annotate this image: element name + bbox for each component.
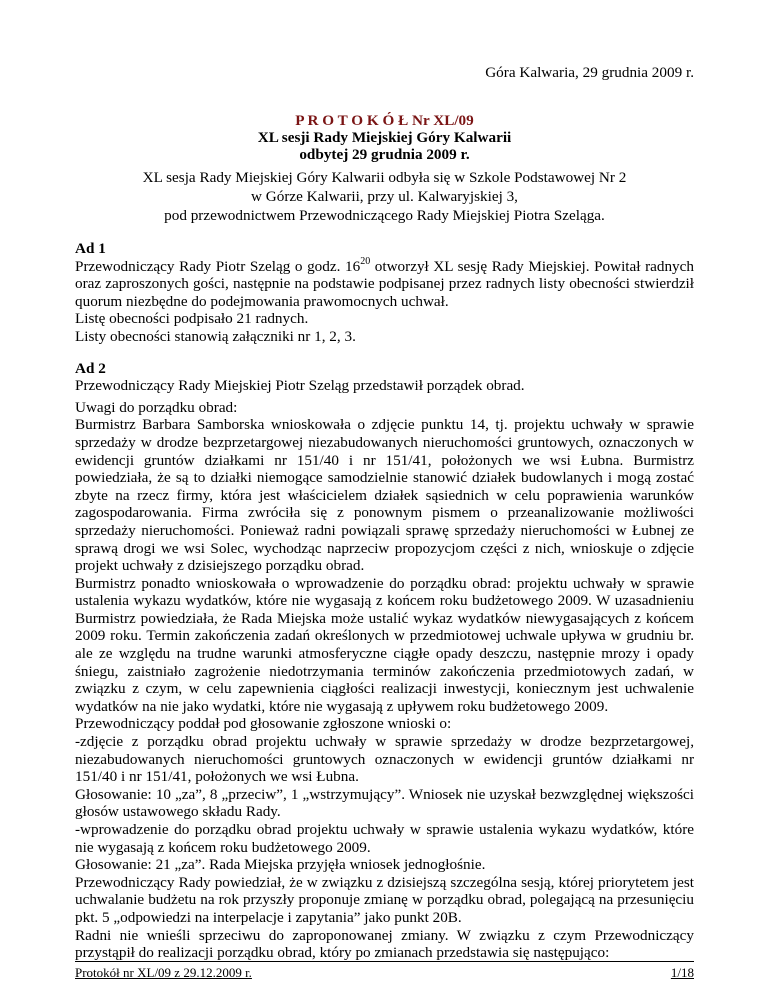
ad1-paragraph-1 (75, 255, 694, 311)
session-title: XL sesji Rady Miejskiej Góry Kalwarii (257, 129, 512, 146)
ad2-paragraph-1: Przewodniczący Rady Miejskiej Piotr Szeląg przedstawił porządek obrad. (75, 377, 525, 395)
ad2-paragraph-6: -zdjęcie z porządku obrad projektu uchwały w sprawie sprzedaży w drodze bezprzetargowej, niezabudowanych nieruchomości gruntowych oznaczonych w ewidencji gruntów działkami nr 151/40 i nr 151/41, położonych we wsi Łubna. (75, 733, 694, 786)
intro-line-3: pod przewodnictwem Przewodniczącego Rady Miejskiej Piotra Szeląga. (164, 207, 605, 224)
footer-page-number: 1/18 (670, 965, 694, 980)
ad1-text-b: otworzył XL sesję Rady Miejskiej. Powitał radnych oraz zaproszonych gości, następnie na podstawie podpisanej przez radnych listy obecności stwierdził quorum niezbędne do podejmowania prawomocnych uchwał. (75, 257, 694, 310)
section-spacer (75, 346, 694, 360)
ad2-paragraph-7: Głosowanie: 10 „za”, 8 „przeciw”, 1 „wstrzymujący”. Wniosek nie uzyskał bezwzględnej większości głosów ustawowego składu Rady. (75, 785, 694, 821)
ad1-heading: Ad 1 (75, 240, 106, 257)
ad2-paragraph-2: Uwagi do porządku obrad: (75, 398, 238, 416)
document-date: Góra Kalwaria, 29 grudnia 2009 r. (485, 64, 694, 81)
intro-block (75, 168, 694, 225)
ad1-time-superscript: 20 (360, 255, 371, 267)
ad1-paragraph-3: Listy obecności stanowią załączniki nr 1, 2, 3. (75, 327, 356, 345)
page-footer (75, 961, 694, 980)
ad2-paragraph-10: Przewodniczący Rady powiedział, że w związku z dzisiejszą szczególna sesją, której priorytetem jest uchwalanie budżetu na rok przyszły proponuje zmianę w porządku obrad, polegającą na przesunięciu pkt. 5 „odpowiedzi na interpelacje i zapytania” jako punkt 20B. (75, 873, 694, 926)
ad2-paragraph-11: Radni nie wnieśli sprzeciwu do zaproponowanej zmiany. W związku z czym Przewodniczący przystąpił do realizacji porządku obrad, który po zmianach przedstawia się następująco: (75, 926, 694, 962)
ad2-paragraph-8: -wprowadzenie do porządku obrad projektu uchwały w sprawie ustalenia wykazu wydatków, które nie wygasają z końcem roku budżetowego 2009. (75, 821, 694, 856)
ad2-paragraph-3: Burmistrz Barbara Samborska wnioskowała o zdjęcie punktu 14, tj. projektu uchwały w sprawie sprzedaży w drodze bezprzetargowej niezabudowanych nieruchomości gruntowych, oznaczonych w ewidencji gruntów działkami nr 151/40 i nr 151/41, położonych we wsi Łubna. Burmistrz powiedziała, że są to działki niemogące samodzielnie stanowić działek budowlanych i mogą zostać zbyte na rzecz firmy, która jest właścicielem działek sąsiednich w celu poprawienia warunków zagospodarowania. Firma zwróciła się z ponownym pismem o przeanalizowanie możliwości sprzedaży nieruchomości. Ponieważ radni powiązali sprawę sprzedaży nieruchomości w Łubnej ze sprawą drogi we wsi Solec, wychodząc naprzeciw propozycjom części z nich, wnioskuje o zdjęcie projekt uchwały z dzisiejszego porządku obrad. (75, 416, 694, 575)
ad2-paragraph-9: Głosowanie: 21 „za”. Rada Miejska przyjęła wniosek jednogłośnie. (75, 856, 486, 874)
intro-line-1: XL sesja Rady Miejskiej Góry Kalwarii odbyła się w Szkole Podstawowej Nr 2 (142, 169, 627, 186)
ad1-paragraph-2: Listę obecności podpisało 21 radnych. (75, 310, 309, 328)
ad2-paragraph-4: Burmistrz ponadto wnioskowała o wprowadzenie do porządku obrad: projektu uchwały w sprawie ustalenia wykazu wydatków, które nie wygasają z końcem roku budżetowego 2009. W uzasadnieniu Burmistrz powiedziała, że Rada Miejska może ustalić wykaz wydatków niewygasających z końcem 2009 roku. Termin zakończenia zadań określonych w przedmiotowej uchwale upływa w grudniu br. ale ze względu na trudne warunki atmosferyczne ciągłe opady deszczu, następnie mrozy i opady śniegu, zaistniało zagrożenie niedotrzymania terminów zakończenia przedmiotowych zadań, w związku z czym, w celu zapewnienia ciągłości realizacji inwestycji, koniecznym jest uchwalenie wydatków na nie jako wydatki, które nie wygasają z upływem roku budżetowego 2009. (75, 574, 694, 715)
document-body (75, 240, 694, 962)
footer-document-ref: Protokół nr XL/09 z 29.12.2009 r. (75, 965, 252, 980)
ad2-heading: Ad 2 (75, 359, 106, 377)
session-date-title: odbytej 29 grudnia 2009 r. (299, 146, 470, 163)
protocol-title: P R O T O K Ó Ł Nr XL/09 (295, 112, 474, 129)
title-block (75, 112, 694, 163)
ad2-paragraph-5: Przewodniczący poddał pod głosowanie zgłoszone wnioski o: (75, 715, 452, 733)
ad1-text-a: Przewodniczący Rady Piotr Szeląg o godz. 16 (75, 257, 361, 275)
intro-line-2: w Górze Kalwarii, przy ul. Kalwaryjskiej 3, (251, 188, 518, 205)
